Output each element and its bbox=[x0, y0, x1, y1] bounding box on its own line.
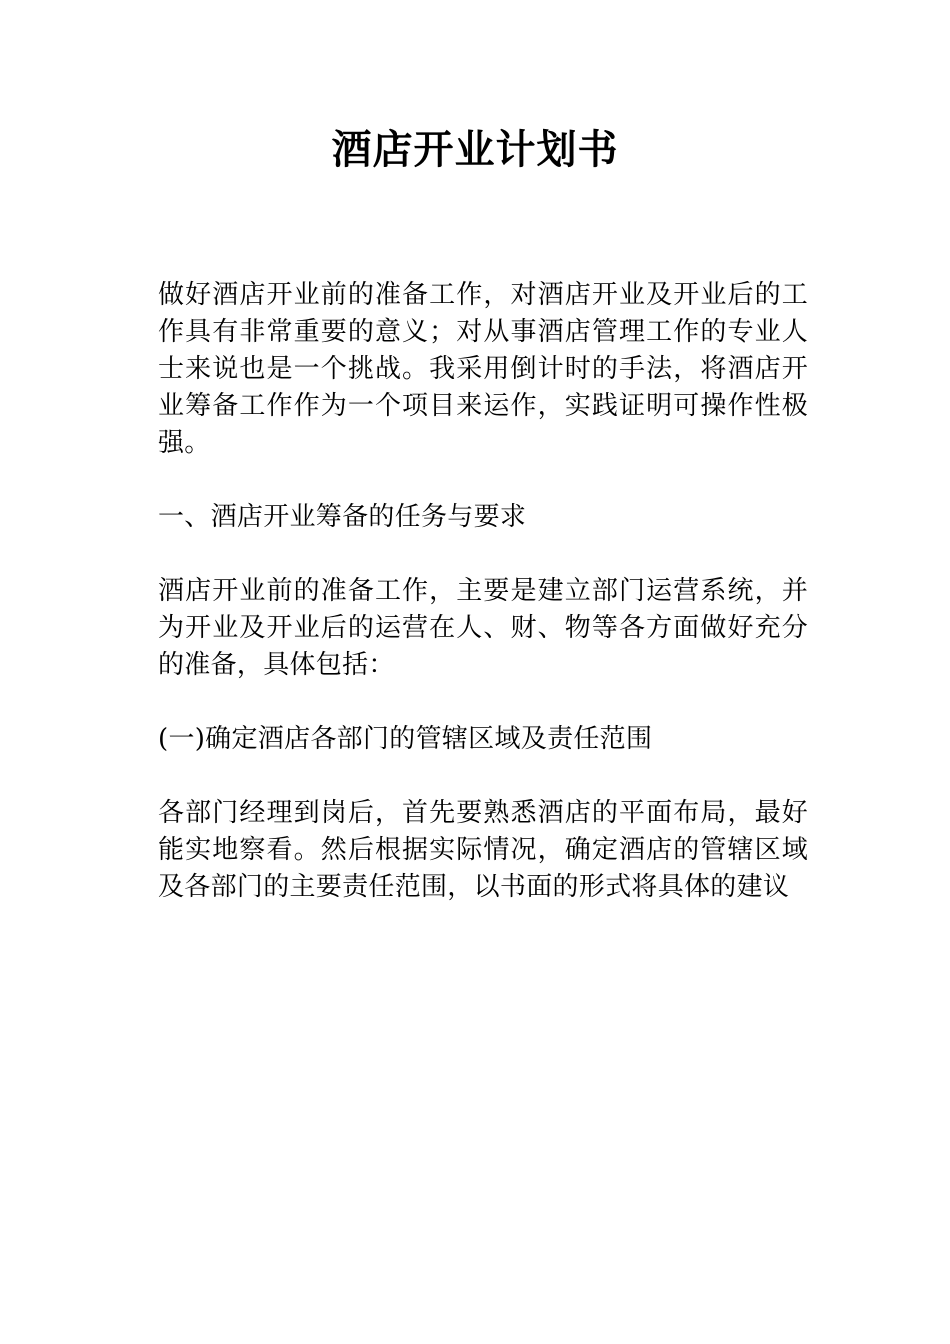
document-body bbox=[158, 277, 808, 943]
section-heading-1: 一、酒店开业筹备的任务与要求 bbox=[158, 502, 527, 532]
paragraph-tasks: 酒店开业前的准备工作，主要是建立部门运营系统，并为开业及开业后的运营在人、财、物等各方面做好充分的准备，具体包括： bbox=[158, 576, 808, 680]
subsection-heading-1: (一)确定酒店各部门的管辖区域及责任范围 bbox=[158, 724, 653, 754]
document-title: 酒店开业计划书 bbox=[331, 127, 619, 173]
paragraph-intro: 做好酒店开业前的准备工作，对酒店开业及开业后的工作具有非常重要的意义；对从事酒店管理工作的专业人士来说也是一个挑战。我采用倒计时的手法，将酒店开业筹备工作作为一个项目来运作，实践证明可操作性极强。 bbox=[158, 280, 808, 458]
paragraph-areas: 各部门经理到岗后，首先要熟悉酒店的平面布局，最好能实地察看。然后根据实际情况，确定酒店的管辖区域及各部门的主要责任范围，以书面的形式将具体的建议 bbox=[158, 798, 808, 902]
